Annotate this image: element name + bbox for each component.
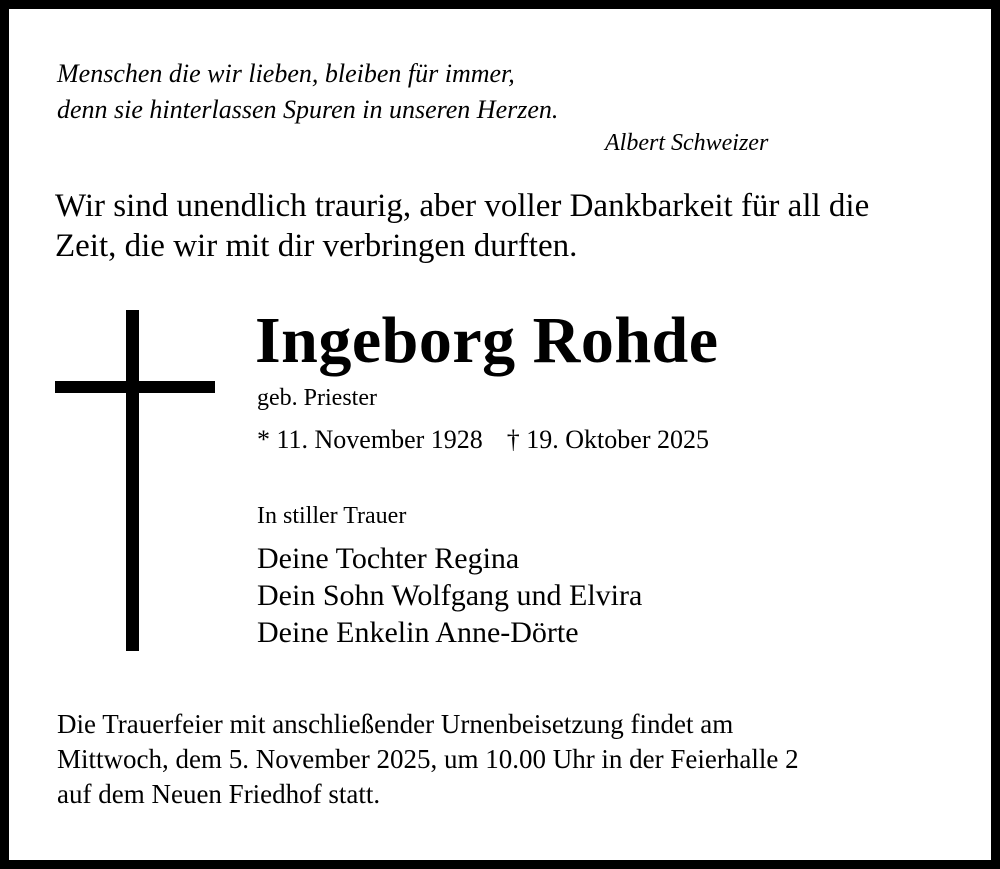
family-member: Deine Tochter Regina [257,542,520,575]
deceased-name: Ingeborg Rohde [255,304,719,377]
ceremony-line: Mittwoch, dem 5. November 2025, um 10.00 Uhr in der Feierhalle 2 [57,744,799,774]
death-date: † 19. Oktober 2025 [506,425,709,454]
family-member: Dein Sohn Wolfgang und Elvira [257,579,643,612]
quote-line: denn sie hinterlassen Spuren in unseren Herzen. [57,95,559,124]
quote-author: Albert Schweizer [605,130,769,156]
ceremony-notice [57,707,799,812]
cross-horizontal-beam [55,381,215,393]
maiden-name: geb. Priester [257,385,377,411]
cross-vertical-beam [126,310,139,651]
intro-text [55,186,869,266]
life-dates [257,424,709,456]
ceremony-line: Die Trauerfeier mit anschließender Urnenbeisetzung findet am [57,709,734,739]
family-list [257,540,642,651]
family-member: Deine Enkelin Anne-Dörte [257,616,579,649]
mourning-label: In stiller Trauer [257,503,407,529]
memorial-quote [57,56,558,128]
birth-date: * 11. November 1928 [257,425,483,454]
ceremony-line: auf dem Neuen Friedhof statt. [57,779,381,809]
quote-line: Menschen die wir lieben, bleiben für immer, [57,59,515,88]
intro-line: Wir sind unendlich traurig, aber voller Dankbarkeit für all die [55,188,870,224]
intro-line: Zeit, die wir mit dir verbringen durften. [55,228,578,264]
